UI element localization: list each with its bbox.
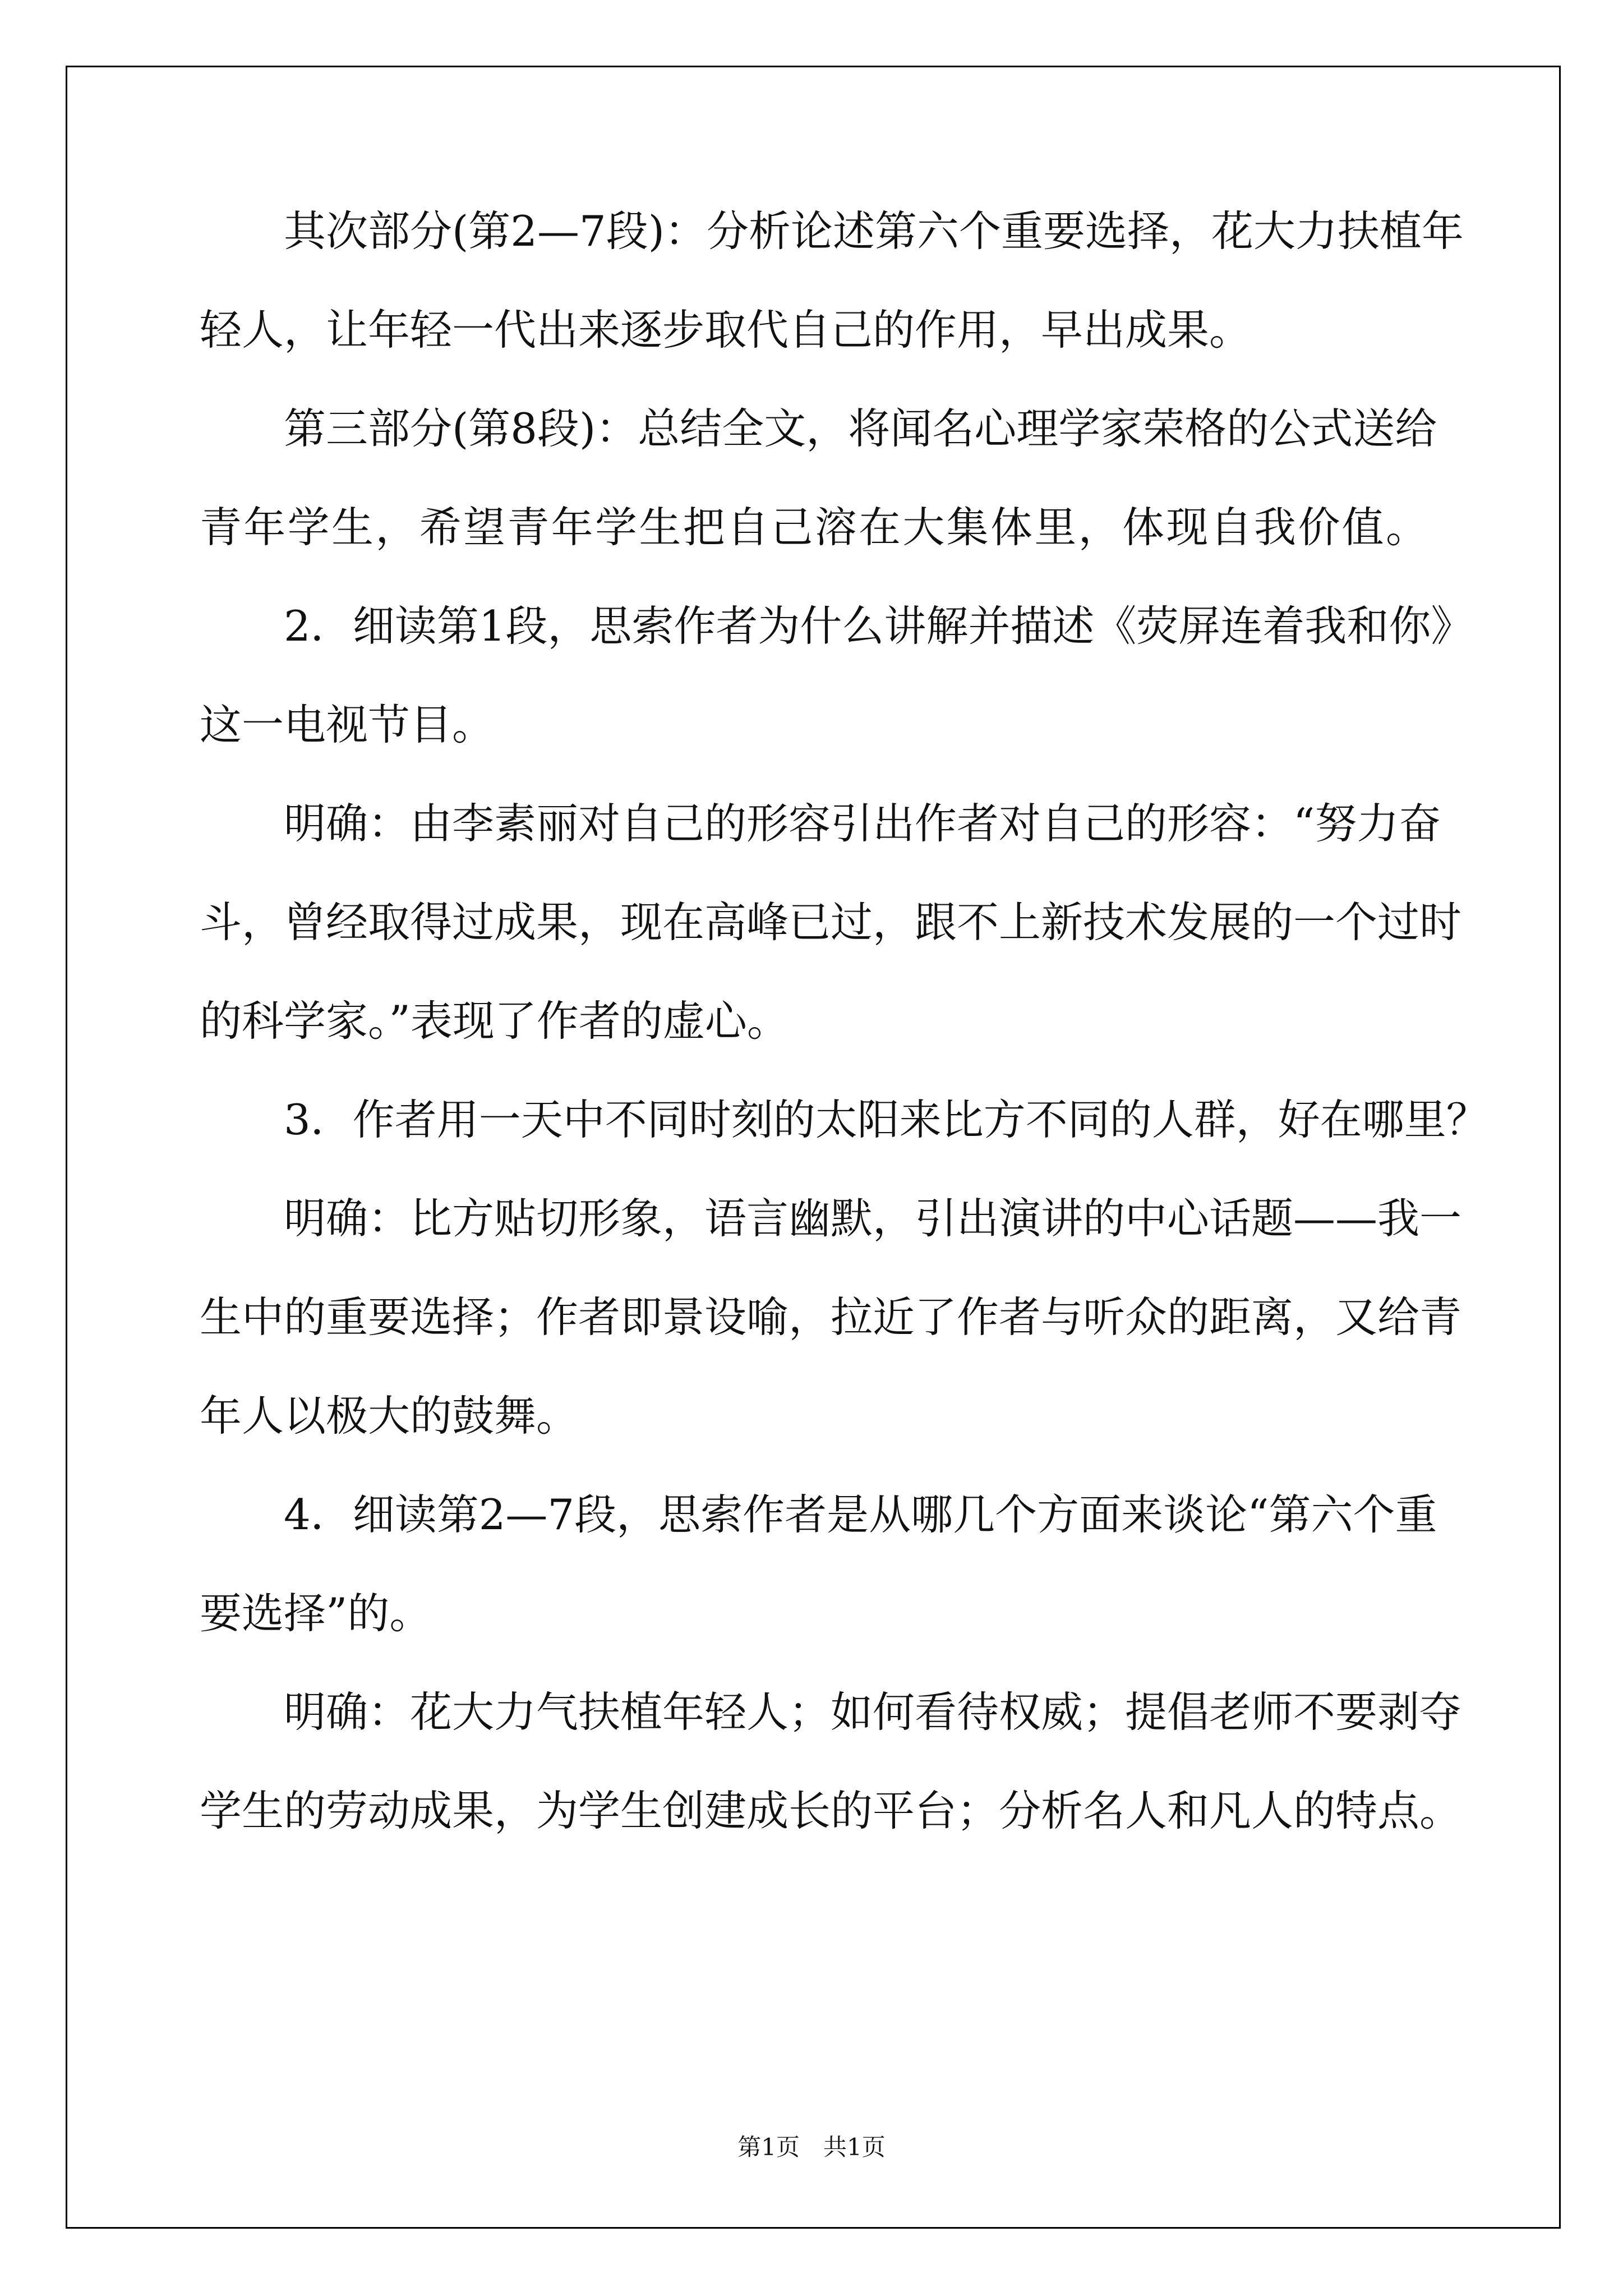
text-line: 要选择”的。 (200, 1589, 432, 1638)
text-line: 生中的重要选择；作者即景设喻，拉近了作者与听众的距离，又给青 (200, 1292, 1462, 1342)
text-line: 的科学家。”表现了作者的虚心。 (200, 996, 789, 1046)
paragraph (200, 1193, 1462, 1441)
text-line: 这一电视节目。 (200, 700, 495, 749)
text-line: 3．作者用一天中不同时刻的太阳来比方不同的人群，好在哪里？ (284, 1095, 1488, 1144)
paragraph (200, 1094, 1488, 1145)
text-line: 4．细读第2—7段，思索作者是从哪几个方面来谈论“第六个重 (284, 1490, 1437, 1539)
text-line: 年人以极大的鼓舞。 (200, 1391, 579, 1441)
text-line: 学生的劳动成果，为学生创建成长的平台；分析名人和凡人的特点。 (200, 1786, 1462, 1835)
paragraph (200, 403, 1437, 553)
text-line: 斗，曾经取得过成果，现在高峰已过，跟不上新技术发展的一个过时 (200, 898, 1462, 947)
page-footer: 第1页 共1页 (737, 2133, 886, 2161)
text-line: 轻人，让年轻一代出来逐步取代自己的作用，早出成果。 (200, 305, 1252, 355)
paragraph (200, 1687, 1462, 1836)
paragraph (200, 206, 1464, 355)
paragraph (200, 1489, 1437, 1639)
document-body (200, 206, 1488, 1836)
text-line: 第三部分(第8段)：总结全文，将闻名心理学家荣格的公式送给 (284, 404, 1437, 453)
text-line: 明确：由李素丽对自己的形容引出作者对自己的形容：“努力奋 (284, 799, 1441, 848)
text-line: 明确：花大力气扶植年轻人；如何看待权威；提倡老师不要剥夺 (284, 1687, 1462, 1737)
paragraph (200, 798, 1462, 1046)
text-line: 其次部分(第2—7段)：分析论述第六个重要选择，花大力扶植年 (284, 206, 1464, 256)
text-line: 明确：比方贴切形象，语言幽默，引出演讲的中心话题——我一 (284, 1194, 1462, 1243)
paragraph (200, 601, 1473, 750)
text-line: 青年学生，希望青年学生把自己溶在大集体里，体现自我价值。 (200, 503, 1428, 552)
text-line: 2．细读第1段，思索作者为什么讲解并描述《荧屏连着我和你》 (284, 601, 1473, 651)
